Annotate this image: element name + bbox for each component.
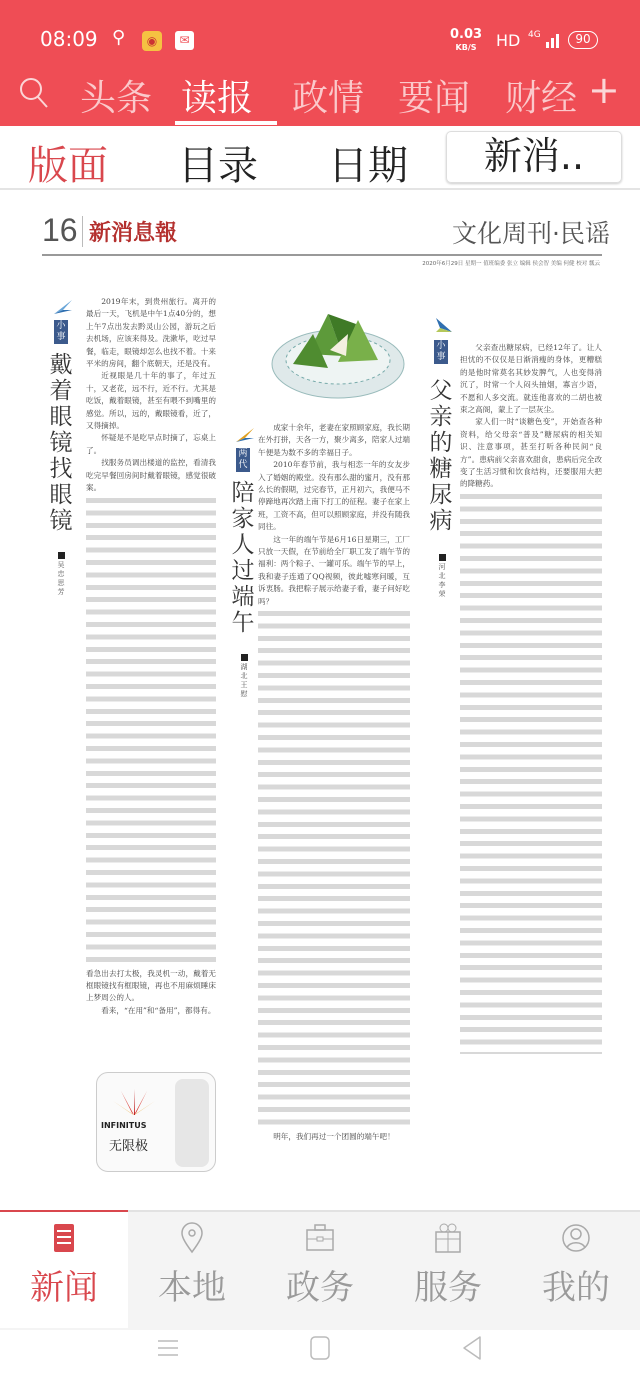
newspaper-page[interactable]: [0, 192, 640, 1210]
article-badge: 两代: [236, 448, 250, 472]
paper-selector-button[interactable]: 新消..: [446, 131, 622, 183]
search-icon[interactable]: [18, 76, 50, 110]
article-body[interactable]: 2019年末，到贵州旅行。离开的最后一天，飞机是中午1点40分的，想上午7点出发去黔灵山公园，游玩之后去机场，应该来得及。洗漱毕，吃过早餐，临走，眼镜却怎么也找不着。十来平米的房间，翻个底朝天，还是没有。 近视眼是几十年的事了，年过五十，又老花，远不行，近不行。尤其是吃饭，戴着眼镜，甚至有喂不到嘴里的感觉。所以，远的，戴眼镜看，近了，又得摘掉。 怀疑是不是吃早点时摘了，忘桌上了。 找服务员调出楼道的监控，看清我吃完早餐回房间时戴着眼镜，感觉很破案。 看急出去打太极，我灵机一动，戴着无框眼镜找有框眼镜，再也不用麻烦睡床上梦周公的人。 看来，“在用”和“备用”，都得有。: [86, 297, 216, 1015]
article-author: 河北 李荣: [437, 554, 447, 599]
active-tab-indicator: [175, 121, 277, 125]
subtab-layout[interactable]: 版面: [28, 143, 108, 189]
back-icon[interactable]: [460, 1335, 484, 1361]
text-texture: [86, 498, 216, 968]
article-body[interactable]: 父亲查出糖尿病，已经12年了。让人担忧的不仅仅是日渐消瘦的身体，更糟糕的是他时常莫名其妙发脾气，人也变得消沉了，时常一个人闷头抽烟，寡言少语，不愿和人多交流。就连他喜欢的二胡也被束之高阁，蒙上了一层灰尘。 家人们一时“谈糖色变”，开始查各种资料，给父母亲“普及”糖尿病的相关知识、注意事项，甚至打听各种民间“良方”。患病前父亲喜欢甜食，患病后完全改变了生活习惯和饮食结构，还要服用大把的降糖药。: [460, 342, 602, 1094]
text-texture: [460, 494, 602, 1054]
nav-government[interactable]: 政务: [256, 1212, 384, 1330]
briefcase-icon: [305, 1222, 335, 1254]
net-speed: 0.03 KB/S: [450, 27, 483, 52]
article-author: 吴忠 思芳: [56, 552, 66, 597]
article-headline[interactable]: 戴着眼镜找眼镜: [49, 352, 73, 534]
weibo-icon: ◉: [142, 31, 162, 51]
article-author: 湖北 王慰: [239, 654, 249, 699]
infinitus-logo-icon: [111, 1087, 157, 1117]
news-icon: [49, 1222, 79, 1254]
subtab-date[interactable]: 日期: [328, 143, 408, 189]
article-headline[interactable]: 陪家人过端午: [231, 480, 255, 636]
header-rule: [42, 254, 602, 256]
nav-profile[interactable]: 我的: [512, 1212, 640, 1330]
article-headline[interactable]: 父亲的糖尿病: [429, 378, 453, 534]
nav-services[interactable]: 服务: [384, 1212, 512, 1330]
section-title: 文化周刊·民谣: [452, 219, 610, 248]
status-time: 08:09: [40, 27, 98, 51]
zongzi-illustration: [268, 284, 408, 412]
page-number: 16: [42, 212, 78, 248]
nav-local[interactable]: 本地: [128, 1212, 256, 1330]
ad-brand: INFINITUS: [101, 1121, 147, 1130]
channel-tabs: [0, 62, 640, 126]
article-badge: 小事: [434, 340, 448, 364]
sponsor-ad[interactable]: [96, 1072, 216, 1172]
add-channel-icon[interactable]: +: [588, 68, 620, 112]
hd-indicator: HD: [496, 31, 521, 50]
user-icon: [561, 1222, 591, 1254]
article-badge: 小事: [54, 320, 68, 344]
article-body[interactable]: 成家十余年，老妻在家照顾家庭，我长期在外打拼，天各一方，聚少离多，陪家人过端午便是为数不多的幸福日子。 2010年春节前，我与相恋一年的女友步入了婚姻的殿堂。没有那么甜的蜜月，没有那么长的假期，过完春节，正月初六，我便马不停蹄地再次踏上南下打工的征程。妻子在家上班，工资不高，但可以照顾家庭，并没有随我同往。 这一年的端午节是6月16日星期三，工厂只放一天假，在节前给全厂职工发了端午节的福利：两个粽子、一罐可乐。端午节的早上，我和妻子连通了QQ视频，彼此嘘寒问暖，互诉衷肠。我把粽子展示给妻子看，妻子问好吃吗？ 明年，我们再过一个团圆的端午吧！: [258, 423, 410, 1142]
arrow-ornament-icon: [432, 316, 454, 334]
tab-read-paper[interactable]: 读报: [181, 78, 254, 119]
newspaper-masthead: 新消息報: [82, 216, 177, 247]
arrow-ornament-icon: [234, 426, 256, 444]
nav-news[interactable]: 新闻: [0, 1210, 128, 1328]
arrow-ornament-icon: [52, 298, 74, 316]
system-nav-bar: [0, 1330, 640, 1386]
location-pin-icon: [177, 1222, 207, 1254]
signal-label: 4G: [528, 30, 541, 40]
subtab-contents[interactable]: 目录: [178, 143, 258, 189]
battery-indicator: 90: [568, 31, 598, 49]
status-bar: [0, 0, 640, 62]
tab-politics[interactable]: 政情: [292, 78, 365, 119]
tab-news[interactable]: 要闻: [398, 78, 471, 119]
tab-headlines[interactable]: 头条: [80, 78, 153, 119]
mail-icon: ✉: [175, 31, 194, 50]
search-notification-icon: ⚲: [112, 27, 126, 48]
text-texture: [258, 611, 410, 1131]
ad-panel: [175, 1079, 209, 1167]
signal-icon: [545, 33, 561, 48]
paper-subtabs: [0, 126, 640, 190]
bottom-nav: [0, 1210, 640, 1330]
home-icon[interactable]: [308, 1335, 332, 1361]
gift-icon: [433, 1222, 463, 1254]
menu-icon[interactable]: [156, 1336, 180, 1360]
ad-brand-cn: 无限极: [109, 1139, 149, 1154]
tab-finance[interactable]: 财经: [505, 78, 577, 119]
issue-meta: 2020年6月29日 星期一 值班编委 张立 编辑 侯会智 美编 何健 校对 瓢云: [422, 261, 600, 267]
